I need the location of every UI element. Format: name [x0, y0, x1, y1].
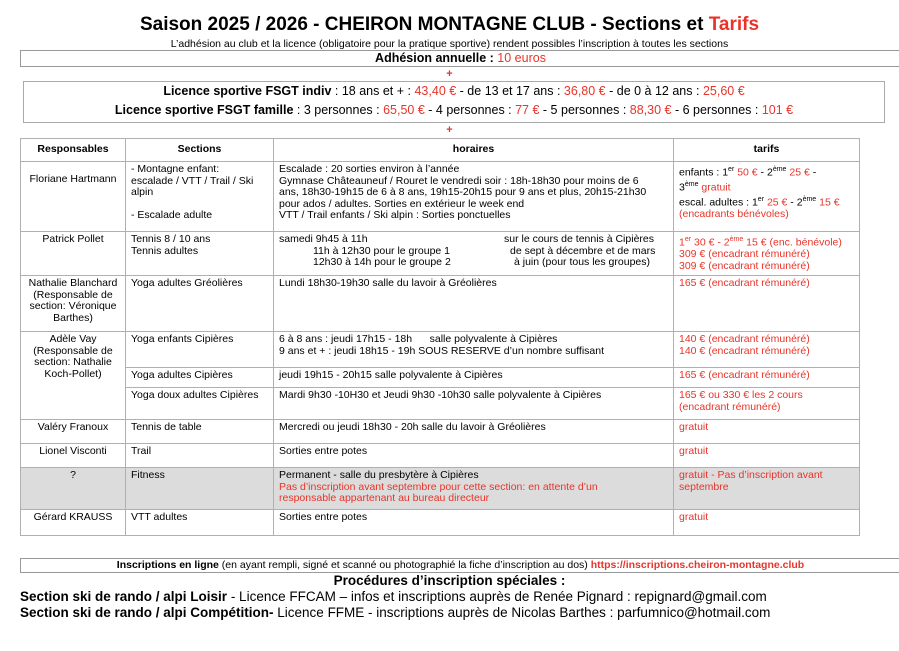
cell-section [126, 232, 274, 276]
tarif-sup: ème [729, 236, 744, 243]
tarif-line [679, 164, 854, 179]
horaire-line [279, 234, 668, 246]
header-sections: Sections [126, 139, 274, 162]
section-line: Tennis 8 / 10 ans [131, 233, 211, 245]
cell-tarifs: gratuit [674, 420, 860, 444]
licence-famille-price-2: 77 € [515, 103, 540, 117]
tarif-line: septembre [679, 480, 729, 493]
procedure-competition-label: Section ski de rando / alpi Compétition- [20, 605, 274, 620]
procedure-loisir-label: Section ski de rando / alpi Loisir [20, 589, 228, 604]
tarif-line: 309 € (encadrant rémunéré) [679, 248, 810, 260]
responsable-line: (Responsable de [33, 288, 113, 301]
adhesion-price: 10 euros [497, 51, 546, 65]
adhesion-sep: : [486, 51, 498, 65]
header-tarifs: tarifs [674, 139, 860, 162]
cell-responsable: Gérard KRAUSS [21, 510, 126, 536]
horaire-text: samedi 9h45 à 11h [279, 233, 368, 245]
online-label: Inscriptions en ligne [116, 559, 219, 571]
tarif-sup: ème [684, 181, 699, 188]
cell-horaires [274, 468, 674, 510]
tarif-text: 1 [679, 236, 685, 249]
cell-responsable: Patrick Pollet [21, 232, 126, 276]
tarif-sup: er [757, 196, 765, 203]
subtitle: L’adhésion au club et la licence (obligatoire pour la pratique sportive) rendent possibles l’inscription à toutes les sections [170, 38, 729, 50]
horaire-line: 6 à 8 ans : jeudi 17h15 - 18h salle polyvalente à Cipières [279, 333, 558, 345]
tarif-line [679, 194, 854, 209]
section-line: escalade / VTT / Trail / Ski [131, 174, 254, 187]
horaire-line: pour ados / adultes. Sorties en extérieur le week end [279, 197, 525, 210]
tarif-sup: er [728, 166, 735, 173]
tarif-text: - [809, 166, 817, 179]
responsable-line: Nathalie Blanchard [28, 277, 118, 289]
tarif-line: (encadrants bénévoles) [679, 208, 789, 220]
tarif-price: gratuit [701, 181, 731, 194]
tarif-text: - 2 [757, 166, 773, 179]
tarif-text: (enc. bénévole) [766, 236, 842, 249]
responsable-line: section: Véronique [29, 300, 117, 312]
licence-indiv-text-2: - de 13 et 17 ans : [456, 84, 564, 98]
cell-tarifs [674, 332, 860, 368]
cell-section: Tennis de table [126, 420, 274, 444]
responsable-line: (Responsable de [33, 344, 113, 357]
horaire-line: responsable appartenant au bureau directeur [279, 492, 490, 504]
licence-indiv-text-3: - de 0 à 12 ans : [605, 84, 703, 98]
cell-section: Yoga adultes Gréolières [126, 276, 274, 332]
tarif-line: 140 € (encadrant rémunéré) [679, 333, 810, 345]
horaire-text: à juin (pour tous les groupes) [514, 256, 650, 268]
tarif-price: 30 € [694, 236, 715, 249]
cell-section: Trail [126, 444, 274, 468]
horaire-text: sur le cours de tennis à Cipières [504, 233, 654, 245]
cell-horaires [274, 162, 674, 232]
section-line: - Montagne enfant: [131, 163, 220, 175]
tarif-line: 165 € ou 330 € les 2 cours [679, 389, 803, 401]
cell-horaires: Mercredi ou jeudi 18h30 - 20h salle du lavoir à Gréolières [274, 420, 674, 444]
responsable-line: Koch-Pollet) [44, 367, 102, 380]
cell-tarifs [674, 232, 860, 276]
procedure-loisir-text: - Licence FFCAM – infos et inscriptions auprès de Renée Pignard : repignard@gmail.com [227, 589, 767, 604]
licence-indiv-price-1: 43,40 € [414, 84, 457, 98]
cell-horaires: Mardi 9h30 -10H30 et Jeudi 9h30 -10h30 salle polyvalente à Cipières [274, 388, 674, 420]
cell-horaires: jeudi 19h15 - 20h15 salle polyvalente à Cipières [274, 368, 674, 388]
responsable-line: Adèle Vay [49, 333, 97, 345]
tarif-price: 25 € [766, 196, 788, 209]
licence-famille-text-4: - 6 personnes : [671, 103, 762, 117]
tarif-price: 25 € [789, 166, 810, 179]
procedures-title: Procédures d’inscription spéciales : [333, 573, 566, 588]
licence-indiv [24, 82, 884, 101]
header-horaires: horaires [274, 139, 674, 162]
cell-tarifs: gratuit [674, 510, 860, 536]
horaire-line [279, 257, 668, 269]
tarif-price: 15 € [746, 236, 767, 249]
tarif-line: 309 € (encadrant rémunéré) [679, 259, 810, 272]
tarif-sup: ème [802, 196, 817, 203]
tarif-line: (encadrant rémunéré) [679, 400, 781, 413]
header-responsables: Responsables [21, 139, 126, 162]
tarif-price: 15 € [819, 196, 840, 209]
cell-responsable: Valéry Franoux [21, 420, 126, 444]
licence-box [23, 81, 885, 123]
tarif-line: gratuit - Pas d’inscription avant [679, 469, 823, 481]
cell-section: Yoga enfants Cipières [126, 332, 274, 368]
section-line: Tennis adultes [131, 244, 199, 257]
table-row [21, 276, 860, 332]
table-row [21, 368, 860, 388]
plus-sign-2: + [446, 124, 453, 136]
table-row [21, 444, 860, 468]
horaire-text: de sept à décembre et de mars [510, 244, 656, 257]
licence-famille-price-3: 88,30 € [629, 103, 672, 117]
horaire-line: 9 ans et + : jeudi 18h15 - 19h SOUS RESERVE d’un nombre suffisant [279, 344, 605, 357]
licence-famille-text-3: - 5 personnes : [539, 103, 630, 117]
cell-section: VTT adultes [126, 510, 274, 536]
tarif-line [679, 234, 854, 249]
horaire-line: Escalade : 20 sorties environ à l’année [279, 163, 460, 175]
cell-responsable [21, 276, 126, 332]
table-row [21, 420, 860, 444]
cell-tarifs: 165 € (encadrant rémunéré) [674, 276, 860, 332]
licence-famille-text-1: : 3 personnes : [293, 103, 384, 117]
licence-famille-label: Licence sportive FSGT famille [114, 103, 294, 117]
section-line: - Escalade adulte [131, 208, 213, 221]
procedure-competition [20, 605, 770, 620]
cell-section: Yoga doux adultes Cipières [126, 388, 274, 420]
cell-tarifs: 165 € (encadrant rémunéré) [674, 368, 860, 388]
cell-section: Yoga adultes Cipières [126, 368, 274, 388]
cell-tarifs [674, 388, 860, 420]
cell-horaires [274, 232, 674, 276]
tarif-line [679, 179, 854, 194]
tarif-text: enfants : 1 [679, 166, 729, 179]
sections-table [20, 138, 860, 536]
cell-responsable: Floriane Hartmann [21, 162, 126, 232]
table-row [21, 510, 860, 536]
table-row [21, 388, 860, 420]
online-registration-bar [20, 558, 899, 573]
cell-horaires: Sorties entre potes [274, 444, 674, 468]
tarif-sup: ème [772, 166, 787, 173]
section-line: alpin [131, 186, 154, 198]
horaire-line: VTT / Trail enfants / Ski alpin : Sorties ponctuelles [279, 209, 511, 221]
adhesion-label: Adhésion annuelle [375, 51, 487, 65]
licence-indiv-text-1: : 18 ans et + : [331, 84, 415, 98]
tarif-text: 3 [679, 181, 685, 194]
plus-sign-1: + [446, 68, 453, 80]
cell-tarifs [674, 162, 860, 232]
cell-responsable: Lionel Visconti [21, 444, 126, 468]
tarif-text: - 2 [787, 196, 803, 209]
cell-section [126, 162, 274, 232]
online-text: (en ayant rempli, signé et scanné ou photographié la fiche d’inscription au dos) [218, 559, 591, 571]
licence-indiv-price-2: 36,80 € [563, 84, 606, 98]
table-header-row [21, 139, 860, 162]
tarif-text: escal. adultes : 1 [679, 196, 758, 209]
tarif-price: 50 € [737, 166, 758, 179]
cell-section: Fitness [126, 468, 274, 510]
cell-horaires: Lundi 18h30-19h30 salle du lavoir à Gréolières [274, 276, 674, 332]
horaire-line: ans, 18h30-19h15 de 6 à 8 ans, 19h15-20h15 pour 9 ans et plus, 20h15-21h30 [279, 186, 647, 198]
table-row [21, 332, 860, 368]
licence-famille [24, 101, 884, 120]
horaire-line: Pas d’inscription avant septembre pour cette section: en attente d’un [279, 480, 598, 493]
table-row [21, 468, 860, 510]
title-main: Saison 2025 / 2026 - CHEIRON MONTAGNE CLUB - Sections et [139, 14, 709, 35]
licence-indiv-label: Licence sportive FSGT indiv [163, 84, 332, 98]
tarif-line: 140 € (encadrant rémunéré) [679, 344, 810, 357]
licence-indiv-price-3: 25,60 € [702, 84, 745, 98]
responsable-line: section: Nathalie [34, 356, 112, 368]
licence-famille-text-2: - 4 personnes : [424, 103, 516, 117]
page-title [0, 14, 899, 36]
cell-horaires [274, 332, 674, 368]
horaire-text: 12h30 à 14h pour le groupe 2 [313, 256, 451, 268]
horaire-line: Gymnase Châteauneuf / Rouret le vendredi soir : 18h-18h30 pour moins de 6 [279, 174, 639, 187]
cell-horaires: Sorties entre potes [274, 510, 674, 536]
cell-tarifs [674, 468, 860, 510]
cell-responsable [21, 332, 126, 420]
registration-link[interactable]: https://inscriptions.cheiron-montagne.club [590, 559, 805, 571]
licence-famille-price-1: 65,50 € [383, 103, 425, 117]
tarif-sup: er [684, 236, 692, 243]
licence-famille-price-4: 101 € [761, 103, 794, 117]
tarif-text: - 2 [714, 236, 730, 249]
procedure-loisir [20, 589, 767, 604]
horaire-text: 11h à 12h30 pour le groupe 1 [313, 244, 451, 257]
responsable-line: Barthes) [53, 311, 93, 324]
horaire-line: Permanent - salle du presbytère à Cipières [279, 469, 479, 481]
table-row [21, 232, 860, 276]
table-row [21, 162, 860, 232]
adhesion-bar [20, 50, 899, 67]
cell-tarifs: gratuit [674, 444, 860, 468]
title-tarifs: Tarifs [708, 14, 760, 35]
procedure-competition-text: Licence FFME - inscriptions auprès de Nicolas Barthes : parfumnico@hotmail.com [273, 605, 771, 620]
cell-responsable: ? [21, 468, 126, 510]
